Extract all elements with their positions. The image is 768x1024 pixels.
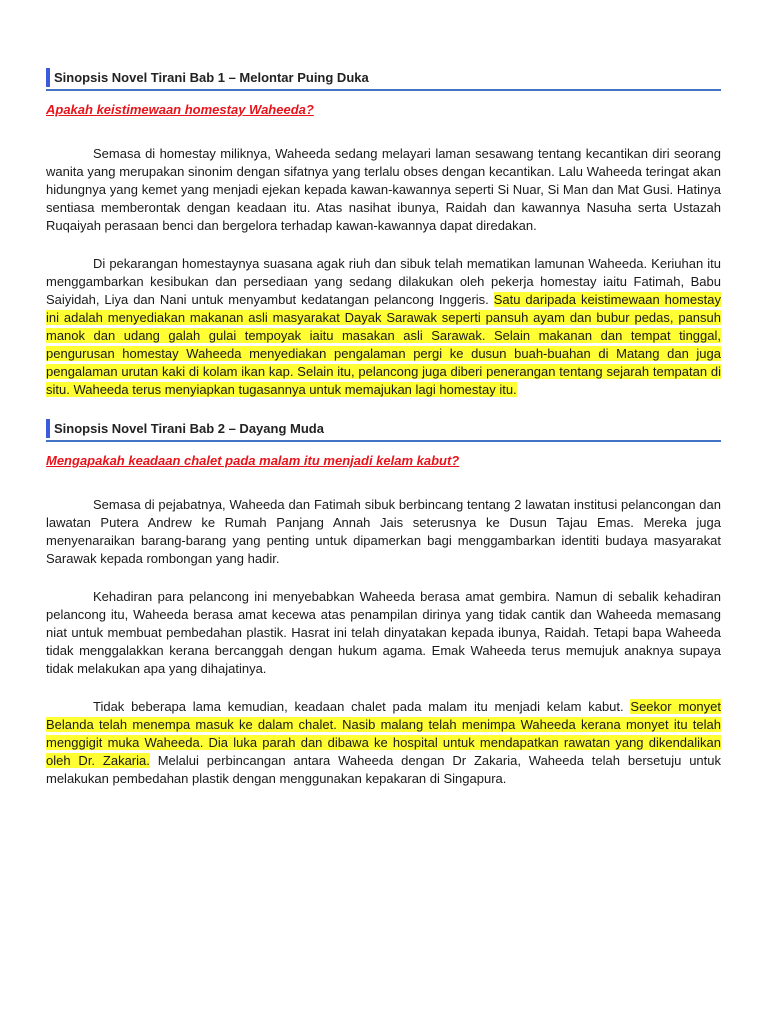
section-2-heading: Sinopsis Novel Tirani Bab 2 – Dayang Muda bbox=[46, 419, 721, 442]
section-1-heading: Sinopsis Novel Tirani Bab 1 – Melontar Puing Duka bbox=[46, 68, 721, 91]
section-2-paragraph-2: Kehadiran para pelancong ini menyebabkan Waheeda berasa amat gembira. Namun di sebalik kehadiran pelancong itu, Waheeda berasa amat kecewa atas penampilan dirinya yang tidak cantik dan Waheeda memasang niat untuk membuat pembedahan plastik. Hasrat ini telah dinyatakan kepada ibunya, Raidah. Tetapi bapa Waheeda tidak menggalakkan kerana bercanggah dengan hukum agama. Emak Waheeda terus memujuk anaknya supaya tidak melakukan apa yang dihajatinya. bbox=[46, 589, 721, 676]
section-1-paragraph-2-highlight: Satu daripada keistimewaan homestay ini adalah menyediakan makanan asli masyarakat Dayak Sarawak seperti pansuh ayam dan bubur pedas, pansuh manok dan udang galah gulai tempoyak iaitu masakan asli Sarawak. Selain makanan dan tempat tinggal, pengurusan homestay Waheeda menyediakan pengalaman pergi ke dusun buah-buahan di Matang dan juga pengalaman urutan kaki di kolam ikan kap. Selain itu, pelancong juga diberi penerangan tentang sejarah tempatan di situ. Waheeda terus menyiapkan tugasannya untuk memajukan lagi homestay itu. bbox=[46, 292, 722, 397]
section-1-paragraph-1: Semasa di homestay miliknya, Waheeda sedang melayari laman sesawang tentang kecantikan diri seorang wanita yang merupakan sinonim dengan sifatnya yang terlalu obses dengan kecantikan. Lalu Waheeda teringat akan hidungnya yang kemet yang menjadi ejekan kepada kawan-kawannya seperti Si Nuar, Si Man dan Mat Gusi. Hatinya sentiasa memberontak dengan keadaan itu. Atas nasihat ibunya, Raidah dan kawannya Nasuha serta Ustazah Ruqaiyah perasaan benci dan bergelora terhadap kawan-kawannya dapat diredakan. bbox=[46, 146, 721, 233]
section-2-paragraph-1: Semasa di pejabatnya, Waheeda dan Fatimah sibuk berbincang tentang 2 lawatan institusi pelancongan dan lawatan Putera Andrew ke Rumah Panjang Annah Jais seterusnya ke Dusun Tajau Emas. Mereka juga menyenaraikan barang-barang yang penting untuk dipamerkan bagi menggambarkan identiti budaya masyarakat Sarawak kepada rombongan yang hadir. bbox=[46, 497, 721, 566]
section-1-paragraph-2-text: Di pekarangan homestaynya suasana agak riuh dan sibuk telah mematikan lamunan Waheeda. Keriuhan itu menggambarkan kesibukan dan persediaan yang sedang dilakukan oleh pekerja homestay iaitu Fatimah, Babu Saiyidah, Liya dan Nani untuk menyambut kedatangan pelancong Inggeris. bbox=[46, 256, 721, 307]
section-2-paragraph-3 bbox=[46, 698, 721, 788]
section-2-paragraph-3-text-end: Melalui perbincangan antara Waheeda dengan Dr Zakaria, Waheeda telah bersetuju untuk melakukan pembedahan plastik dengan menggunakan kepakaran di Singapura. bbox=[46, 753, 721, 786]
section-1-question: Apakah keistimewaan homestay Waheeda? bbox=[46, 102, 314, 117]
section-2-paragraph-3-text-start: Tidak beberapa lama kemudian, keadaan chalet pada malam itu menjadi kelam kabut. bbox=[93, 699, 631, 714]
document-page bbox=[46, 68, 721, 788]
section-2-paragraph-3-highlight: Seekor monyet Belanda telah menempa masuk ke dalam chalet. Nasib malang telah menimpa Waheeda kerana monyet itu telah menggigit muka Waheeda. Dia luka parah dan dibawa ke hospital untuk mendapatkan rawatan yang dikendalikan oleh Dr. Zakaria. bbox=[46, 699, 721, 768]
section-2-question: Mengapakah keadaan chalet pada malam itu menjadi kelam kabut? bbox=[46, 453, 460, 468]
section-1-paragraph-2 bbox=[46, 255, 721, 399]
